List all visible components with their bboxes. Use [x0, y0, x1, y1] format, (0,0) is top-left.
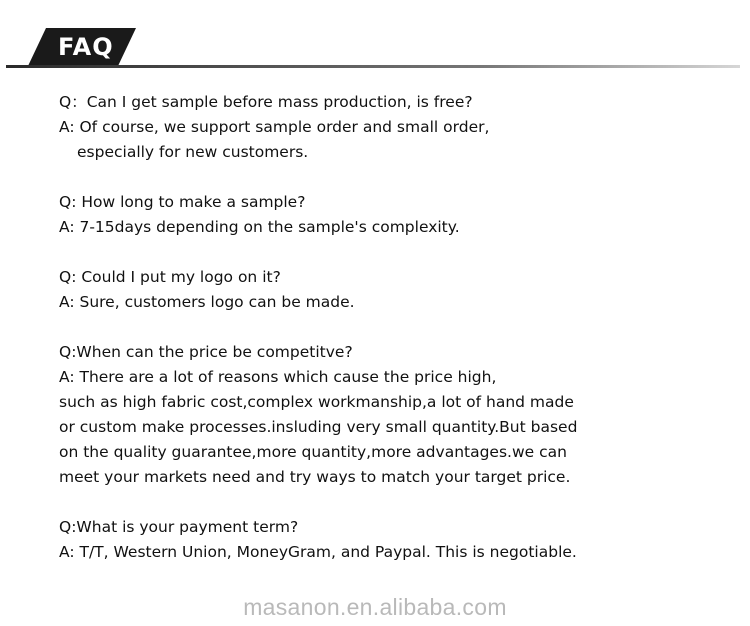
answer-text: A: Sure, customers logo can be made.: [59, 293, 355, 311]
question-text: Q:What is your payment term?: [59, 518, 299, 536]
faq-item-sample-time: [59, 190, 709, 240]
question-text: Q: Could I put my logo on it?: [59, 268, 281, 286]
watermark-text: masanon.en.alibaba.com: [243, 594, 507, 620]
question-text: Q：Can I get sample before mass production, is free?: [59, 93, 473, 111]
faq-list: [59, 90, 709, 590]
answer-text-continued: meet your markets need and try ways to match your target price.: [59, 468, 571, 486]
page-title: FAQ: [58, 33, 114, 61]
answer-text: A: Of course, we support sample order and small order,: [59, 118, 490, 136]
faq-item-logo: [59, 265, 709, 315]
answer-text-continued: especially for new customers.: [77, 143, 309, 161]
faq-item-payment: [59, 515, 709, 565]
answer-text: A: T/T, Western Union, MoneyGram, and Paypal. This is negotiable.: [59, 543, 577, 561]
answer-text-continued: on the quality guarantee,more quantity,more advantages.we can: [59, 443, 567, 461]
answer-text: A: 7-15days depending on the sample's complexity.: [59, 218, 460, 236]
answer-text-continued: or custom make processes.insluding very small quantity.But based: [59, 418, 578, 436]
question-text: Q:When can the price be competitve?: [59, 343, 353, 361]
faq-item-sample: [59, 90, 709, 165]
faq-item-price: [59, 340, 709, 490]
question-text: Q: How long to make a sample?: [59, 193, 306, 211]
header-divider: [6, 65, 740, 68]
faq-header: [0, 28, 750, 72]
answer-text: A: There are a lot of reasons which cause the price high,: [59, 368, 497, 386]
answer-text-continued: such as high fabric cost,complex workmanship,a lot of hand made: [59, 393, 574, 411]
